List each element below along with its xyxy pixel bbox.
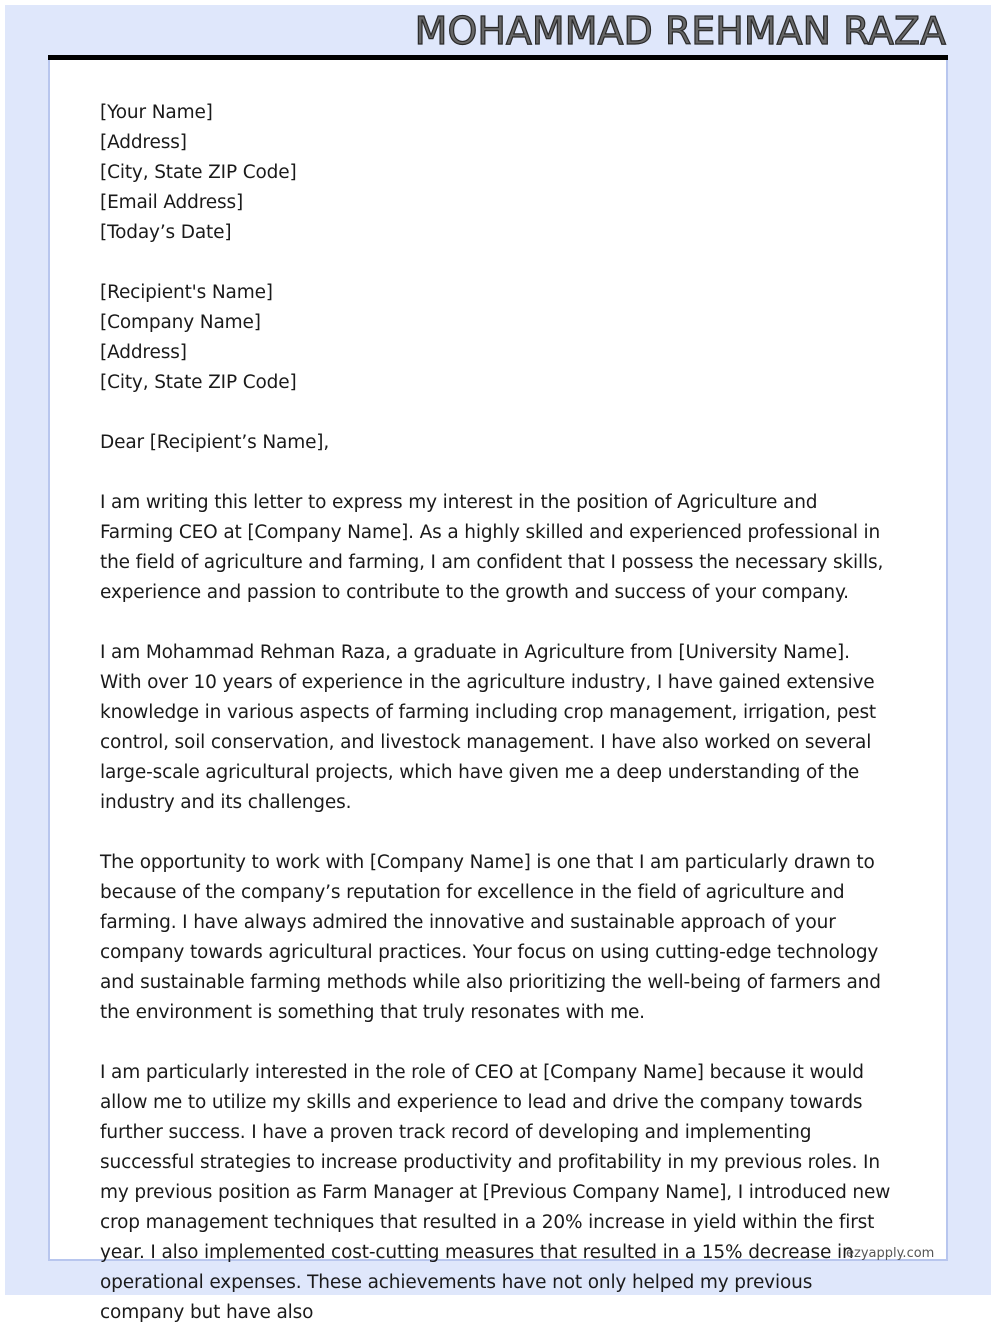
- salutation: Dear [Recipient’s Name],: [100, 432, 330, 453]
- site-watermark: ezyapply.com: [846, 1246, 935, 1261]
- spacer: [100, 608, 895, 638]
- recipient-address: [Address]: [100, 342, 187, 363]
- sender-name: [Your Name]: [100, 102, 213, 123]
- recipient-name: [Recipient's Name]: [100, 282, 273, 303]
- sender-city-state-zip: [City, State ZIP Code]: [100, 162, 297, 183]
- paragraph-company-interest: The opportunity to work with [Company Name] is one that I am particularly drawn to because of the company’s reputation for excellence in the field of agriculture and farming. I have always admired the innovative and sustainable approach of your company towards agricultural practices. Your focus on using cutting-edge technology and sustainable farming methods while also prioritizing the well-being of farmers and the environment is something that truly resonates with me.: [100, 852, 881, 1023]
- paragraph-role-interest: I am particularly interested in the role of CEO at [Company Name] because it would allow me to utilize my skills and experience to lead and drive the company towards further success. I have a proven track record of developing and implementing successful strategies to increase productivity and profitability in my previous roles. In my previous position as Farm Manager at [Previous Company Name], I introduced new crop management techniques that resulted in a 20% increase in yield within the first year. I also implemented cost-cutting measures that resulted in a 15% decrease in operational expenses. These achievements have not only helped my previous company but have also: [100, 1062, 891, 1323]
- recipient-company: [Company Name]: [100, 312, 261, 333]
- spacer: [100, 458, 895, 488]
- sender-email: [Email Address]: [100, 192, 244, 213]
- sender-address: [Address]: [100, 132, 187, 153]
- header-name: MOHAMMAD REHMAN RAZA: [414, 9, 946, 53]
- spacer: [100, 398, 895, 428]
- paragraph-intro: I am writing this letter to express my interest in the position of Agriculture and Farming CEO at [Company Name]. As a highly skilled and experienced professional in the field of agriculture and farming, I am confident that I possess the necessary skills, experience and passion to contribute to the growth and success of your company.: [100, 492, 884, 603]
- recipient-city-state-zip: [City, State ZIP Code]: [100, 372, 297, 393]
- spacer: [100, 248, 895, 278]
- paragraph-background: I am Mohammad Rehman Raza, a graduate in Agriculture from [University Name]. With over 10 years of experience in the agriculture industry, I have gained extensive knowledge in various aspects of farming including crop management, irrigation, pest control, soil conservation, and livestock management. I have also worked on several large-scale agricultural projects, which have given me a deep understanding of the industry and its challenges.: [100, 642, 877, 813]
- cover-letter-body: [100, 98, 895, 1328]
- spacer: [100, 818, 895, 848]
- letter-date: [Today’s Date]: [100, 222, 232, 243]
- spacer: [100, 1028, 895, 1058]
